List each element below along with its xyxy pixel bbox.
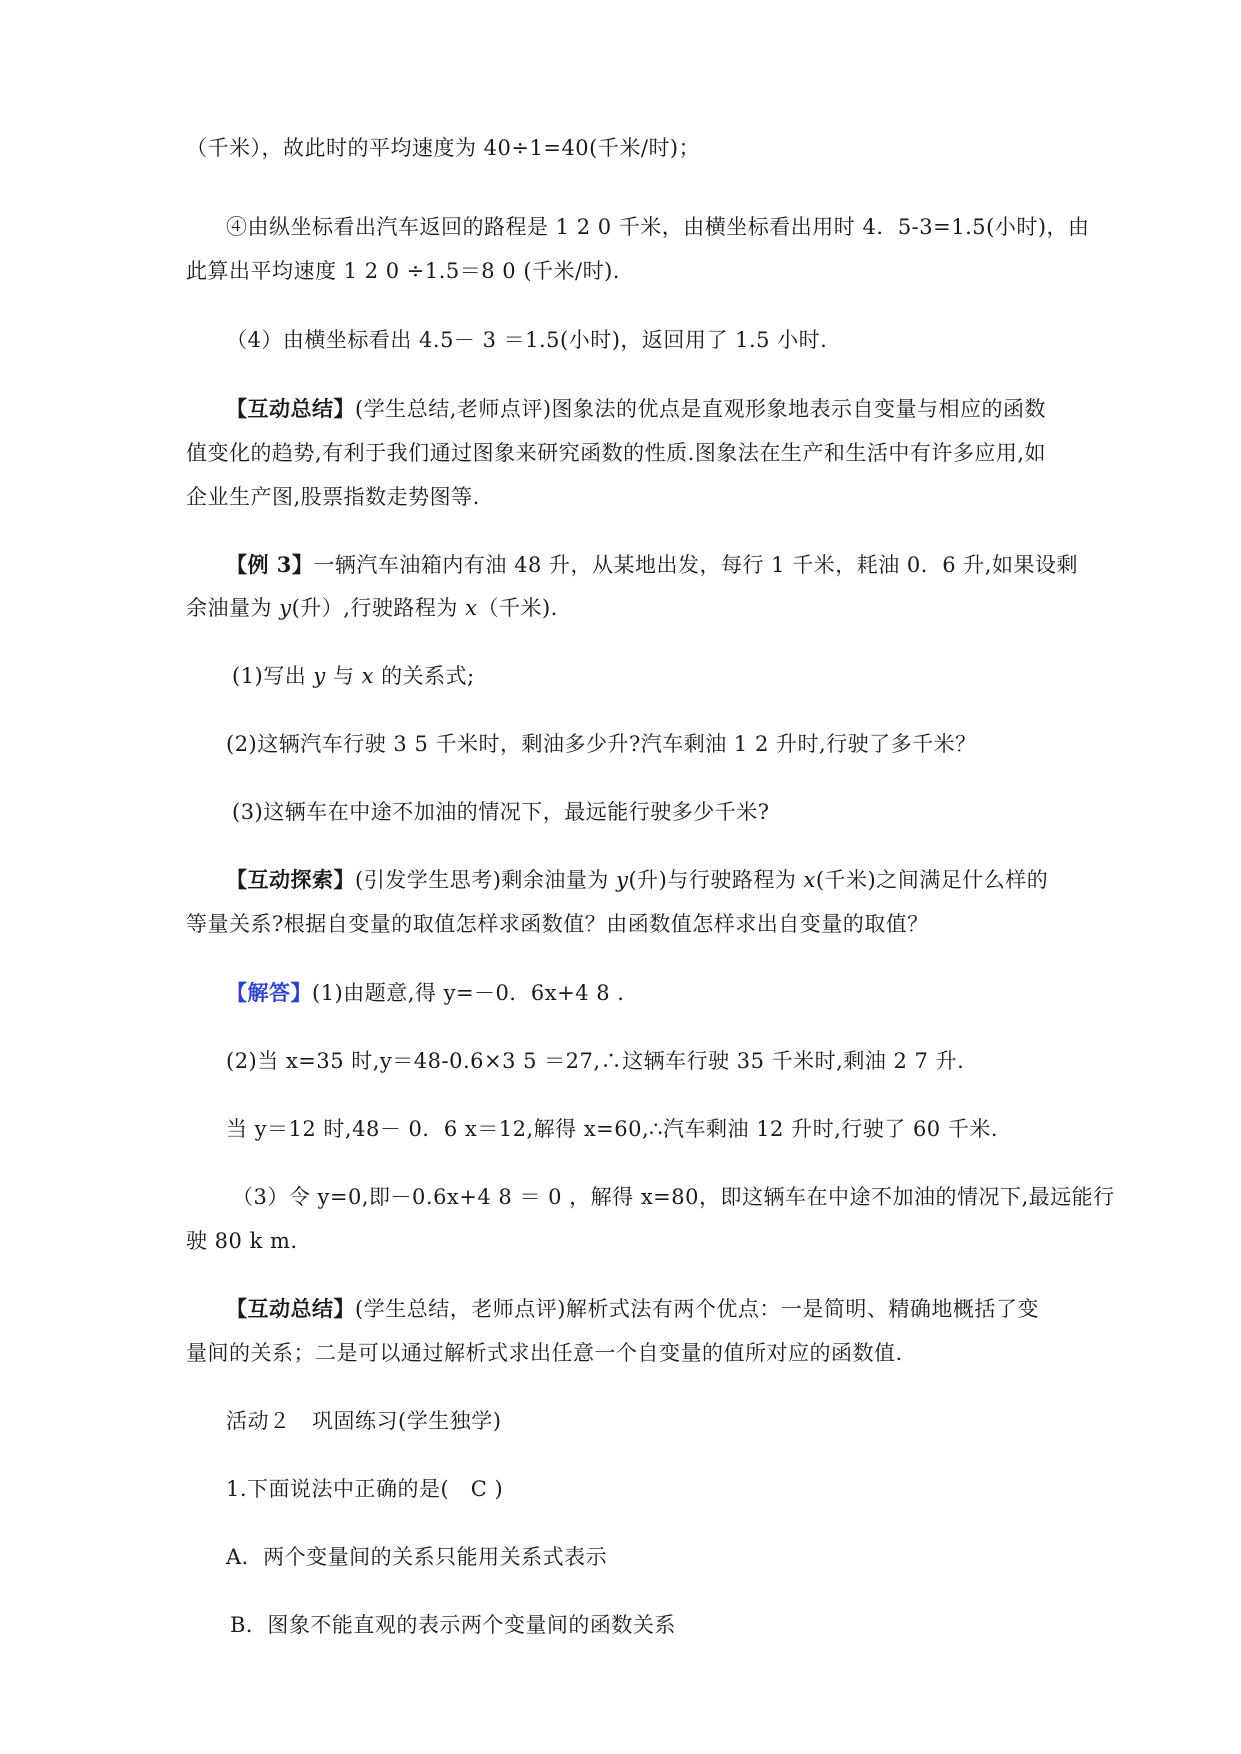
option-b: B．图象不能直观的表示两个变量间的函数关系 bbox=[230, 1613, 676, 1637]
var-x: x bbox=[803, 868, 816, 892]
text-line-6: 值变化的趋势,有利于我们通过图象来研究函数的性质.图象法在生产和生活中有许多应用,如 bbox=[186, 441, 1047, 465]
question-3: (3)这辆车在中途不加油的情况下，最远能行驶多少千米? bbox=[232, 800, 770, 824]
exercise-1: 1.下面说法中正确的是( C ) bbox=[226, 1477, 504, 1501]
text-line-1: （千米），故此时的平均速度为 40÷1=40(千米/时)； bbox=[186, 136, 701, 160]
text-line-2: ④由纵坐标看出汽车返回的路程是 1 2 0 千米，由横坐标看出用时 4．5-3=1.5(小时)，由 bbox=[226, 215, 1090, 239]
summary-text: (学生总结,老师点评)图象法的优点是直观形象地表示自变量与相应的函数 bbox=[355, 397, 1047, 421]
question-1 bbox=[232, 662, 475, 690]
text-line-4: （4）由横坐标看出 4.5－ 3 ＝1.5(小时)，返回用了 1.5 小时. bbox=[226, 328, 828, 352]
summary-paragraph-2 bbox=[226, 1295, 1039, 1323]
explore-paragraph bbox=[226, 866, 1048, 894]
var-y: y bbox=[279, 596, 292, 620]
var-y: y bbox=[616, 868, 629, 892]
answer-heading bbox=[226, 979, 624, 1007]
example-text: 一辆汽车油箱内有油 48 升，从某地出发，每行 1 千米，耗油 0．6 升,如果设剩 bbox=[313, 553, 1078, 577]
text-line-3: 此算出平均速度 1 2 0 ÷1.5＝8 0 (千米/时). bbox=[186, 259, 620, 283]
summary-tag: 【互动总结】 bbox=[226, 1296, 355, 1321]
example-tag: 【例 3】 bbox=[226, 552, 314, 577]
text-segment: 的关系式; bbox=[374, 664, 475, 688]
summary-text: (学生总结，老师点评)解析式法有两个优点：一是简明、精确地概括了变 bbox=[355, 1297, 1039, 1321]
option-a: A．两个变量间的关系只能用关系式表示 bbox=[226, 1545, 608, 1569]
text-segment: (1)写出 bbox=[232, 664, 314, 688]
answer-tag: 【解答】 bbox=[226, 980, 312, 1005]
answer-line-5: 驶 80 k m. bbox=[186, 1229, 298, 1253]
explore-tag: 【互动探索】 bbox=[226, 867, 355, 892]
text-line-21: 量间的关系；二是可以通过解析式求出任意一个自变量的值所对应的函数值. bbox=[186, 1341, 903, 1365]
summary-tag: 【互动总结】 bbox=[226, 396, 355, 421]
text-segment: 与 bbox=[325, 664, 362, 688]
answer-line-3: 当 y＝12 时,48－ 0．6 x＝12,解得 x=60,∴汽车剩油 12 升时,行驶了 60 千米. bbox=[226, 1117, 999, 1141]
example-3-heading bbox=[226, 551, 1078, 579]
text-segment: 余油量为 bbox=[186, 596, 280, 620]
var-x: x bbox=[465, 596, 478, 620]
summary-paragraph-1 bbox=[226, 395, 1046, 423]
text-line-9 bbox=[186, 594, 558, 622]
text-segment: (千米)之间满足什么样的 bbox=[815, 868, 1049, 892]
answer-text: (1)由题意,得 y=－0．6x+4 8 . bbox=[312, 981, 625, 1005]
text-segment: (升）,行驶路程为 bbox=[291, 596, 466, 620]
text-segment: (引发学生思考)剩余油量为 bbox=[355, 868, 617, 892]
text-segment: (升)与行驶路程为 bbox=[628, 868, 804, 892]
text-line-7: 企业生产图,股票指数走势图等. bbox=[186, 485, 480, 509]
question-2: (2)这辆汽车行驶 3 5 千米时，剩油多少升?汽车剩油 1 2 升时,行驶了多千米？ bbox=[226, 732, 977, 756]
var-x: x bbox=[361, 664, 374, 688]
text-segment: （千米). bbox=[477, 596, 558, 620]
answer-line-4: （3）令 y=0,即－0.6x+4 8 ＝ 0 ，解得 x=80，即这辆车在中途不加油的情况下,最远能行 bbox=[232, 1185, 1115, 1209]
activity-heading: 活动２ 巩固练习(学生独学) bbox=[226, 1409, 502, 1433]
text-line-14: 等量关系?根据自变量的取值怎样求函数值？由函数值怎样求出自变量的取值？ bbox=[186, 912, 929, 936]
var-y: y bbox=[313, 664, 326, 688]
answer-line-2: (2)当 x=35 时,y＝48-0.6×3 5 ＝27,∴这辆车行驶 35 千米时,剩油 2 7 升. bbox=[226, 1049, 965, 1073]
